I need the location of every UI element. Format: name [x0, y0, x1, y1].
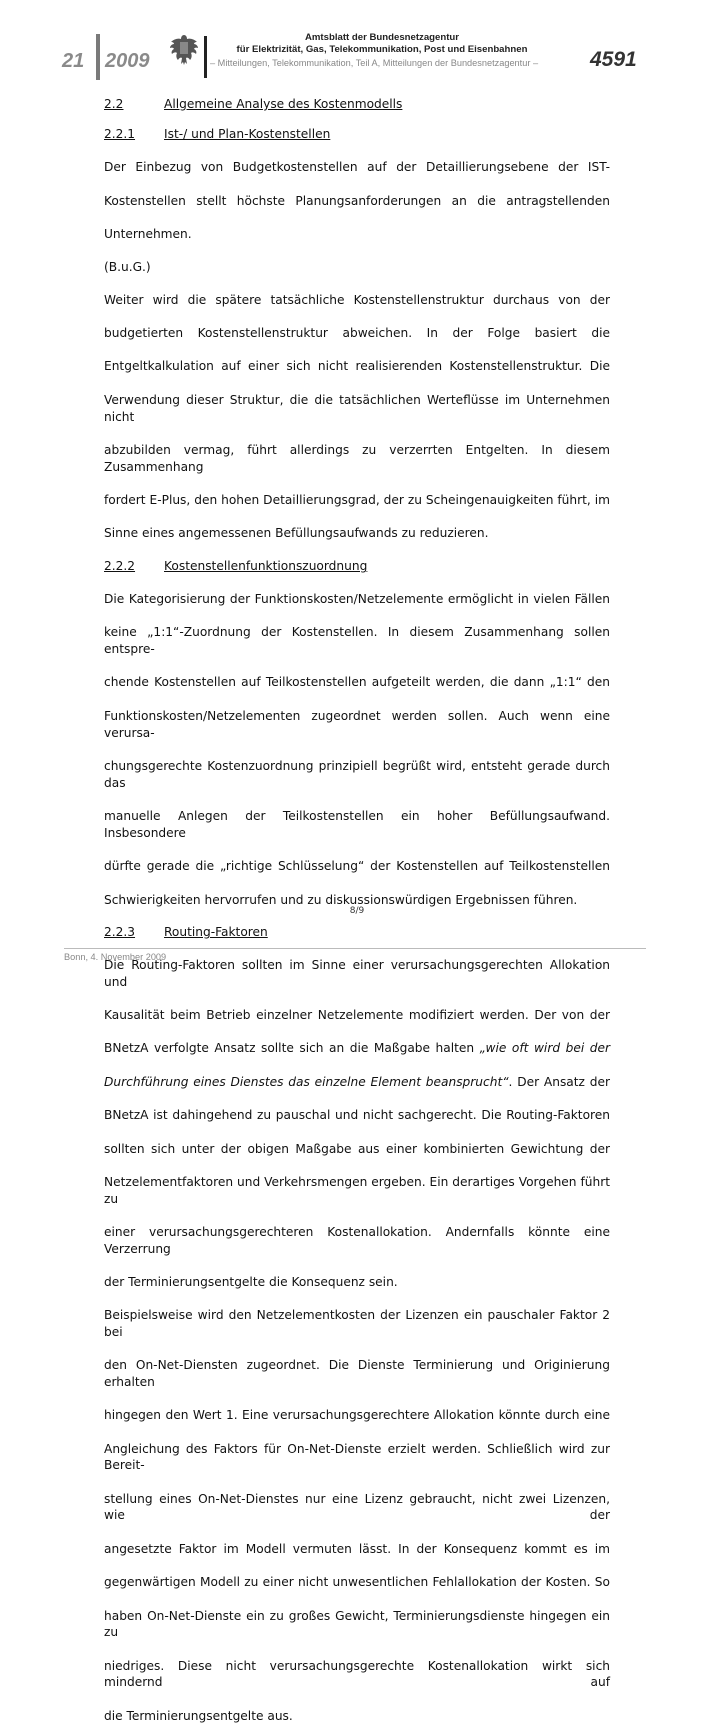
text-line: chungsgerechte Kostenzuordnung prinzipiell begrüßt wird, entsteht gerade durch das: [104, 758, 610, 790]
section-number: 2.2.2: [104, 559, 136, 574]
text-line: BNetzA ist dahingehend zu pauschal und nicht sachgerecht. Die Routing-Faktoren: [104, 1108, 610, 1123]
text-line: [104, 1074, 610, 1107]
section-title: Allgemeine Analyse des Kostenmodells: [164, 97, 403, 111]
section-heading-2-2-1: [104, 126, 610, 143]
text-line: hingegen den Wert 1. Eine verursachungsgerechtere Allokation könnte durch eine: [104, 1408, 610, 1423]
text-line: [104, 1040, 610, 1073]
paragraph-routing: [104, 957, 610, 1291]
page-counter: 8/9: [349, 906, 365, 916]
text-line: Entgeltkalkulation auf einer sich nicht realisierenden Kostenstellenstruktur. Die: [104, 359, 610, 374]
header-divider: [96, 34, 100, 80]
section-title: Kostenstellenfunktionszuordnung: [164, 559, 368, 574]
text-line: Unternehmen.: [104, 227, 192, 242]
section-heading-2-2: [104, 96, 610, 113]
text-line: dürfte gerade die „richtige Schlüsselung“ der Kostenstellen auf Teilkostenstellen: [104, 859, 610, 874]
text-line: abzubilden vermag, führt allerdings zu verzerrten Entgelten. In diesem Zusammenhang: [104, 442, 610, 474]
text-line: chende Kostenstellen auf Teilkostenstellen aufgeteilt werden, die dann „1:1“ den: [104, 675, 610, 690]
text-line: manuelle Anlegen der Teilkostenstellen ein hoher Befüllungsaufwand. Insbesondere: [104, 809, 610, 840]
text-line: Sinne eines angemessenen Befüllungsaufwands zu reduzieren.: [104, 526, 489, 541]
text-line: sollten sich unter der obigen Maßgabe aus einer kombinierten Gewichtung der: [104, 1141, 610, 1156]
federal-eagle-icon: [168, 32, 200, 68]
header-divider-dark: [204, 36, 207, 78]
text-line: haben On-Net-Dienste ein zu großes Gewicht, Terminierungsdienste hingegen ein zu: [104, 1608, 610, 1640]
text-line: Die Kategorisierung der Funktionskosten/Netzelemente ermöglicht in vielen Fällen: [104, 591, 610, 606]
paragraph-budget: [104, 159, 610, 243]
text-line: stellung eines On-Net-Dienstes nur eine Lizenz gebraucht, nicht zwei Lizenzen, wie der: [104, 1491, 610, 1523]
section-number: 2.2: [104, 97, 124, 111]
text-line: Funktionskosten/Netzelementen zugeordnet werden sollen. Auch wenn eine verursa-: [104, 708, 610, 740]
publication-subtitle: – Mitteilungen, Telekommunikation, Teil A, Mitteilungen der Bundesnetzagentur –: [210, 58, 539, 68]
text-line: budgetierten Kostenstellenstruktur abweichen. In der Folge basiert die: [104, 326, 610, 341]
text-line: niedriges. Diese nicht verursachungsgerechte Kostenallokation wirkt sich mindernd auf: [104, 1658, 610, 1690]
text-line: Beispielsweise wird den Netzelementkosten der Lizenzen ein pauschaler Faktor 2 bei: [104, 1308, 610, 1339]
paragraph-bug: (B.u.G.): [104, 259, 151, 274]
text-line: den On-Net-Diensten zugeordnet. Die Dienste Terminierung und Originierung erhalten: [104, 1358, 610, 1389]
text-line: Kausalität beim Betrieb einzelner Netzelemente modifiziert werden. Der von der: [104, 1008, 610, 1023]
text-line: Weiter wird die spätere tatsächliche Kostenstellenstruktur durchaus von der: [104, 292, 610, 307]
publication-title-line1: Amtsblatt der Bundesnetzagentur: [304, 32, 460, 43]
section-title: Routing-Faktoren: [164, 925, 268, 940]
text-line: die Terminierungsentgelte aus.: [104, 1708, 293, 1723]
text-line: Schwierigkeiten hervorrufen und zu diskussionswürdigen Ergebnissen führen.: [104, 892, 578, 907]
section-heading-2-2-2: [104, 558, 610, 575]
page-header: [0, 0, 700, 90]
publication-title-line2: für Elektrizität, Gas, Telekommunikation, Post und Eisenbahnen: [236, 43, 528, 55]
text-run: . Der Ansatz der: [508, 1074, 610, 1089]
paragraph-categorisation: [104, 591, 610, 908]
paragraph-structure: [104, 292, 610, 543]
paragraph-licences: [104, 1307, 610, 1725]
text-line: angesetzte Faktor im Modell vermuten lässt. In der Konsequenz kommt es im: [104, 1541, 610, 1556]
text-line: keine „1:1“-Zuordnung der Kostenstellen. In diesem Zusammenhang sollen entspre-: [104, 625, 610, 656]
text-line: Die Routing-Faktoren sollten im Sinne einer verursachungsgerechten Allokation und: [104, 957, 610, 989]
page-number: 4591: [590, 48, 637, 71]
issue-number: 21: [62, 50, 85, 72]
text-line: Verwendung dieser Struktur, die die tatsächlichen Werteflüsse im Unternehmen nicht: [104, 392, 610, 424]
footer-divider: [64, 948, 646, 949]
text-line: fordert E-Plus, den hohen Detaillierungsgrad, der zu Scheingenauigkeiten führt, im: [104, 493, 610, 508]
footer-date: Bonn, 4. November 2009: [64, 952, 167, 962]
text-run: BNetzA verfolgte Ansatz sollte sich an die Maßgabe halten: [104, 1041, 480, 1056]
section-number: 2.2.3: [104, 925, 136, 940]
text-line: Kostenstellen stellt höchste Planungsanforderungen an die antragstellenden: [104, 193, 610, 208]
text-line: Netzelementfaktoren und Verkehrsmengen ergeben. Ein derartiges Vorgehen führt zu: [104, 1175, 610, 1206]
quote-italic: Durchführung eines Dienstes das einzelne Element beansprucht“: [104, 1074, 509, 1089]
section-heading-2-2-3: [104, 924, 610, 941]
text-line: einer verursachungsgerechteren Kostenallokation. Andernfalls könnte eine Verzerrung: [104, 1225, 610, 1256]
issue-year: 2009: [105, 50, 150, 72]
section-title: Ist-/ und Plan-Kostenstellen: [164, 126, 331, 141]
section-number: 2.2.1: [104, 126, 136, 141]
text-line: Der Einbezug von Budgetkostenstellen auf der Detaillierungsebene der IST-: [104, 160, 610, 175]
text-line: gegenwärtigen Modell zu einer nicht unwesentlichen Fehlallokation der Kosten. So: [104, 1575, 610, 1590]
quote-italic: „wie oft wird bei der: [479, 1041, 610, 1056]
text-line: Angleichung des Faktors für On-Net-Dienste erzielt werden. Schließlich wird zur Bereit-: [104, 1441, 610, 1473]
text-line: der Terminierungsentgelte die Konsequenz sein.: [104, 1275, 398, 1290]
publication-title: [212, 32, 552, 55]
